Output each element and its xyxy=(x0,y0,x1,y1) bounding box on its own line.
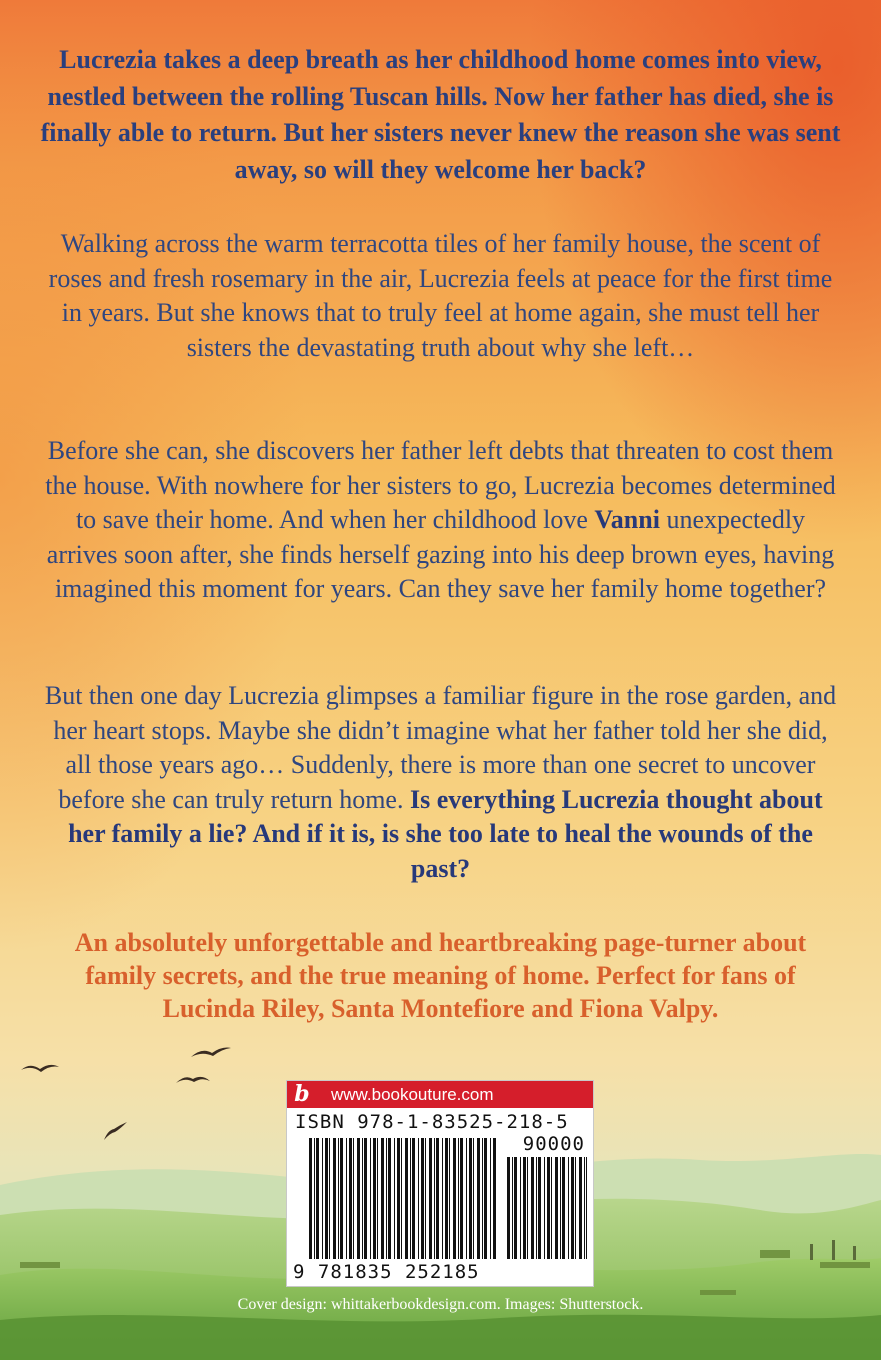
p4-bold-question: Is everything Lucrezia thought about her family a lie? And if it is, is she too late to heal the wounds of the past? xyxy=(68,784,823,883)
p3-text-before: Before she can, she discovers her father left debts that threaten to cost them the house. With nowhere for her sisters to go, Lucrezia becomes determined to save their home. And when her childhood love xyxy=(45,436,836,534)
bird-silhouette-icon xyxy=(190,1044,232,1060)
price-code: 90000 xyxy=(522,1133,585,1155)
tagline: An absolutely unforgettable and heartbreaking page-turner about family secrets, and the true meaning of home. Perfect for fans of Lucinda Riley, Santa Montefiore and Fiona Valpy. xyxy=(74,928,807,1023)
isbn-number: ISBN 978-1-83525-218-5 xyxy=(295,1111,569,1133)
barcode-digits: 9 781835 252185 xyxy=(293,1261,480,1283)
isbn-barcode-block xyxy=(287,1081,593,1286)
bookouture-logo-icon: b xyxy=(294,1081,310,1107)
intro-paragraph: Lucrezia takes a deep breath as her childhood home comes into view, nestled between the rolling Tuscan hills. Now her father has died, she is finally able to return. But her sisters never knew the reason she was sent away, so will they welcome her back? xyxy=(40,45,841,184)
bird-silhouette-icon xyxy=(20,1060,60,1076)
blurb-paragraph-4 xyxy=(40,679,841,886)
blurb-paragraph-3 xyxy=(40,434,841,607)
p3-text-after: unexpectedly arrives soon after, she finds herself gazing into his deep brown eyes, having imagined this moment for years. Can they save her family home together? xyxy=(46,505,835,603)
barcode xyxy=(287,1081,593,1286)
bird-silhouette-icon xyxy=(102,1120,128,1142)
blurb-paragraph-2: Walking across the warm terracotta tiles of her family house, the scent of roses and fresh rosemary in the air, Lucrezia feels at peace for the first time in years. But she knows that to truly feel at home again, she must tell her sisters the devastating truth about why she left… xyxy=(48,229,833,362)
love-interest-name: Vanni xyxy=(594,505,660,534)
p4-text: But then one day Lucrezia glimpses a familiar figure in the rose garden, and her heart stops. Maybe she didn’t imagine what her father told her she did, all those years ago… Suddenly, there is more than one secret to uncover before she can truly return home. xyxy=(44,681,837,814)
publisher-website[interactable]: www.bookouture.com xyxy=(331,1085,494,1104)
cover-credit: Cover design: whittakerbookdesign.com. Images: Shutterstock. xyxy=(237,1296,644,1313)
bird-silhouette-icon xyxy=(175,1071,211,1087)
